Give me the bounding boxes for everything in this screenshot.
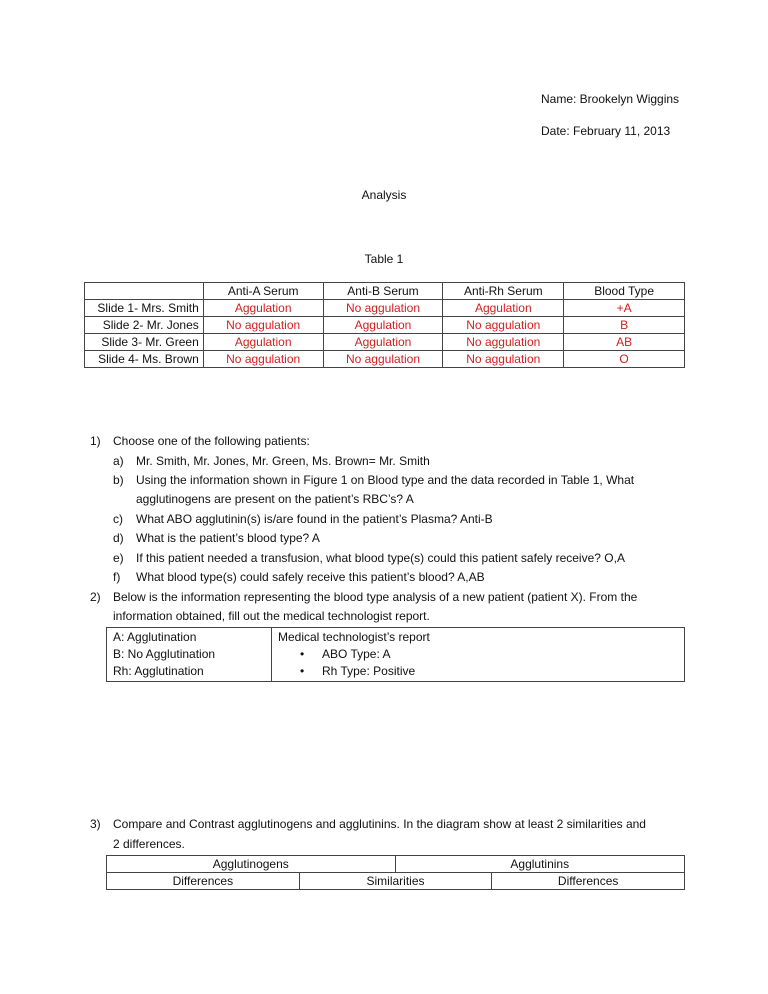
anti-rh-result: No aggulation — [443, 317, 564, 334]
blood-type: O — [564, 351, 685, 368]
agglutinins-header: Agglutinins — [395, 856, 685, 873]
blood-type: AB — [564, 334, 685, 351]
list-item — [278, 663, 678, 680]
anti-a-result: Aggulation — [203, 300, 323, 317]
table-row — [85, 300, 685, 317]
anti-rh-result: Aggulation — [443, 300, 564, 317]
table-row — [85, 334, 685, 351]
result-rh: Rh: Agglutination — [113, 664, 204, 678]
blood-type: +A — [564, 300, 685, 317]
similarities-header: Similarities — [299, 873, 492, 890]
table-header-row — [85, 283, 685, 300]
question-text: Below is the information representing the blood type analysis of a new patient (patient X). From the — [113, 590, 638, 604]
report-title: Medical technologist’s report — [278, 630, 430, 644]
item-text: What blood type(s) could safely receive this patient’s blood? A,AB — [136, 570, 485, 584]
abo-type: ABO Type: A — [322, 647, 391, 661]
question-text: Choose one of the following patients: — [113, 434, 310, 448]
item-text: Using the information shown in Figure 1 on Blood type and the data recorded in Table 1, What — [136, 473, 635, 487]
row-label: Slide 2- Mr. Jones — [85, 317, 204, 334]
comparison-table — [106, 855, 685, 890]
question-number: 3) — [90, 817, 101, 831]
technologist-report-table — [106, 627, 685, 682]
item-text: If this patient needed a transfusion, what blood type(s) could this patient safely receive? O,A — [136, 551, 625, 565]
differences-header: Differences — [107, 873, 300, 890]
blood-type: B — [564, 317, 685, 334]
results-table — [84, 282, 685, 368]
bullet-icon: • — [300, 647, 305, 661]
item-letter: e) — [113, 551, 124, 565]
question-text: 2 differences. — [113, 837, 185, 851]
item-letter: d) — [113, 531, 124, 545]
item-text: agglutinogens are present on the patient’s RBC’s? A — [136, 492, 414, 506]
anti-a-result: Aggulation — [203, 334, 323, 351]
question-number: 1) — [90, 434, 101, 448]
table-header-cell: Anti-A Serum — [203, 283, 323, 300]
anti-rh-result: No aggulation — [443, 351, 564, 368]
table-header-cell — [85, 283, 204, 300]
table-header-cell: Anti-B Serum — [323, 283, 443, 300]
anti-b-result: No aggulation — [323, 300, 443, 317]
agglutinogens-header: Agglutinogens — [107, 856, 396, 873]
question-number: 2) — [90, 590, 101, 604]
question-text: information obtained, fill out the medical technologist report. — [113, 609, 430, 623]
item-text: What is the patient’s blood type? A — [136, 531, 320, 545]
anti-a-result: No aggulation — [203, 317, 323, 334]
anti-b-result: Aggulation — [323, 317, 443, 334]
row-label: Slide 4- Ms. Brown — [85, 351, 204, 368]
page-title: Analysis — [361, 188, 407, 202]
rh-type: Rh Type: Positive — [322, 664, 416, 678]
differences-header: Differences — [492, 873, 685, 890]
anti-a-result: No aggulation — [203, 351, 323, 368]
result-b: B: No Agglutination — [113, 647, 216, 661]
item-text: What ABO agglutinin(s) is/are found in the patient’s Plasma? Anti-B — [136, 512, 493, 526]
result-a: A: Agglutination — [113, 630, 197, 644]
row-label: Slide 1- Mrs. Smith — [85, 300, 204, 317]
anti-rh-result: No aggulation — [443, 334, 564, 351]
report-cell — [272, 628, 685, 682]
table-header-cell: Blood Type — [564, 283, 685, 300]
item-letter: a) — [113, 454, 124, 468]
table1-caption: Table 1 — [364, 252, 404, 266]
list-item — [278, 646, 678, 663]
bullet-icon: • — [300, 664, 305, 678]
report-date: Date: February 11, 2013 — [541, 124, 671, 138]
agglutination-results — [107, 628, 272, 682]
table-row — [85, 351, 685, 368]
anti-b-result: Aggulation — [323, 334, 443, 351]
item-letter: b) — [113, 473, 124, 487]
item-letter: c) — [113, 512, 123, 526]
anti-b-result: No aggulation — [323, 351, 443, 368]
table-header-cell: Anti-Rh Serum — [443, 283, 564, 300]
item-letter: f) — [113, 570, 121, 584]
question-text: Compare and Contrast agglutinogens and agglutinins. In the diagram show at least 2 similarities and — [113, 817, 646, 831]
student-name: Name: Brookelyn Wiggins — [541, 92, 680, 106]
table-row — [85, 317, 685, 334]
item-text: Mr. Smith, Mr. Jones, Mr. Green, Ms. Brown= Mr. Smith — [136, 454, 430, 468]
row-label: Slide 3- Mr. Green — [85, 334, 204, 351]
